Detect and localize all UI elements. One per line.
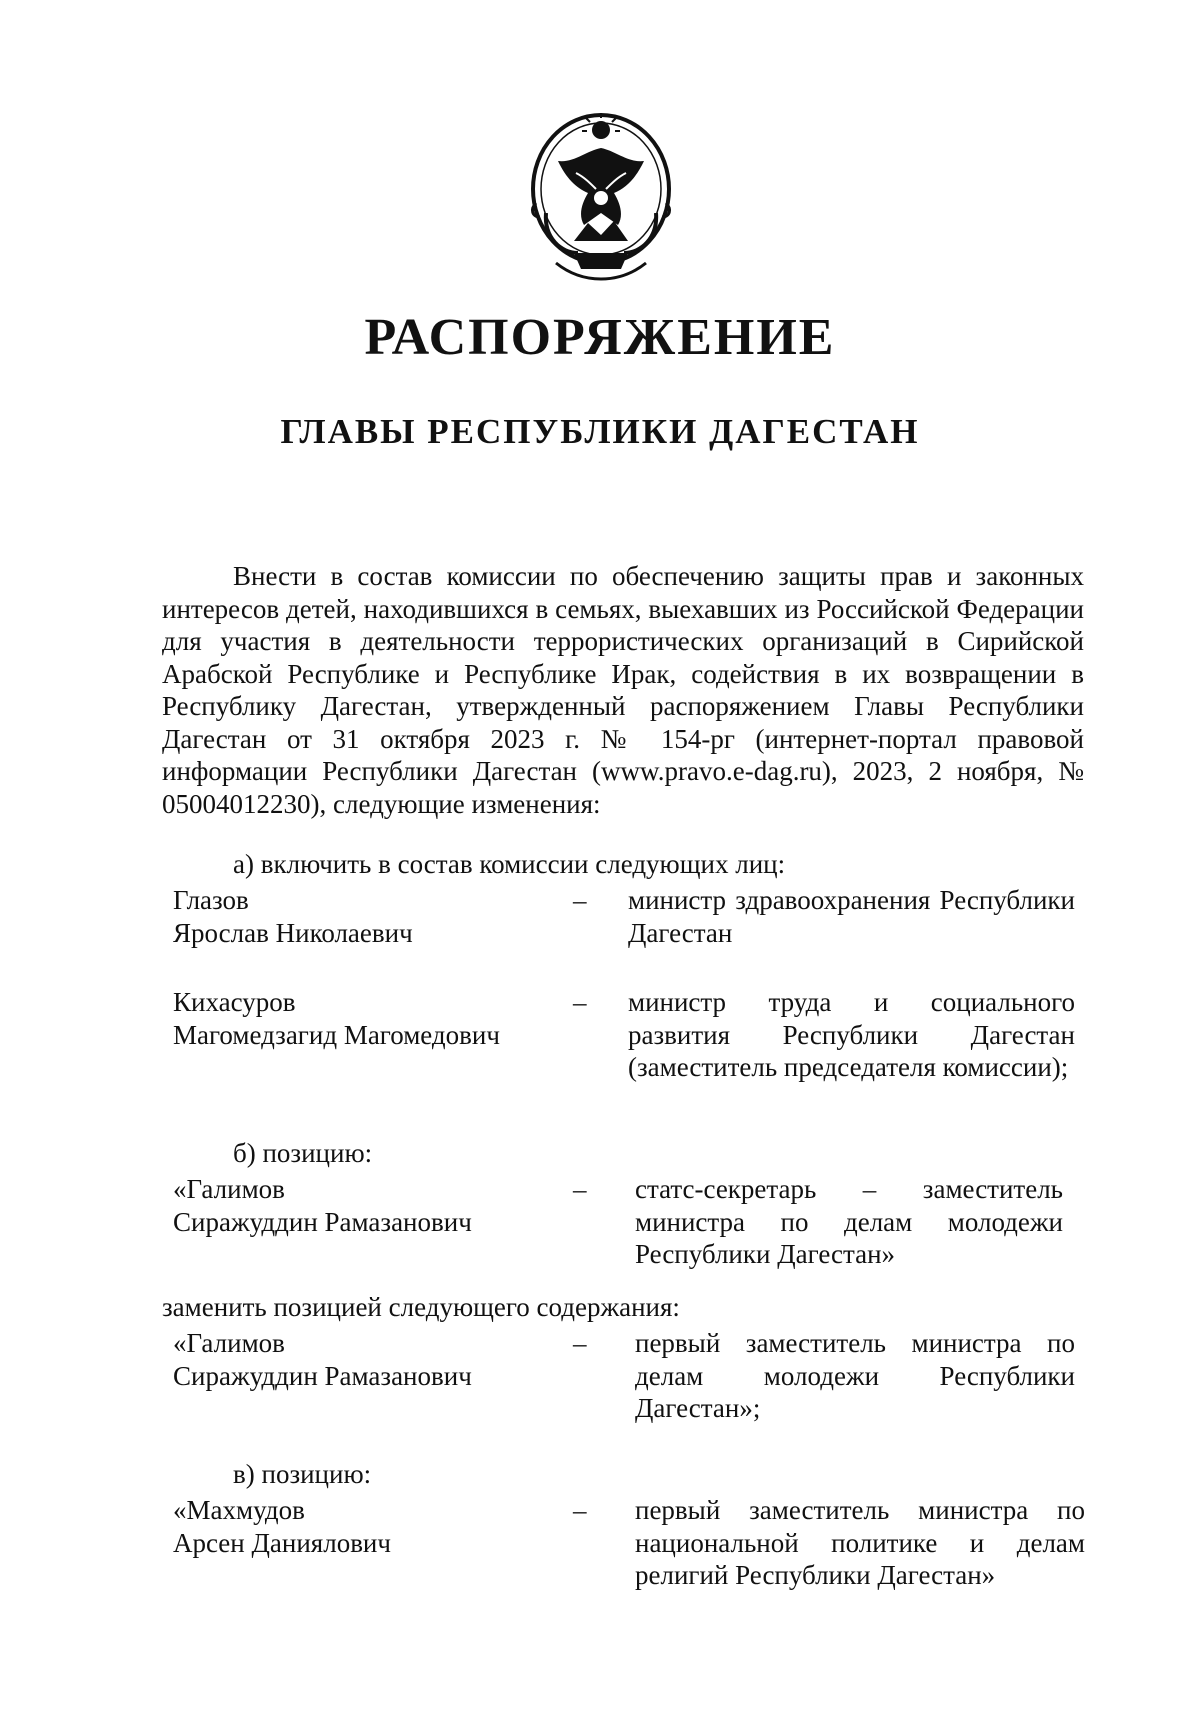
dash: –: [573, 1495, 587, 1525]
member-name: «Галимов Сиражуддин Рамазанович: [173, 1328, 472, 1391]
member-row: [173, 1173, 1063, 1273]
member-row: [173, 1494, 1085, 1594]
member-row: [173, 1327, 1075, 1427]
dash: –: [573, 1328, 587, 1358]
member-role: первый заместитель министра по делам молодежи Республики Дагестан»;: [635, 1328, 1075, 1423]
item-v-text: в) позицию:: [233, 1459, 372, 1489]
item-a-text: а) включить в состав комиссии следующих лиц:: [233, 849, 786, 879]
member-name: «Галимов Сиражуддин Рамазанович: [173, 1174, 472, 1237]
member-role: первый заместитель министра по национальной политике и делам религий Республики Дагестан»: [635, 1495, 1085, 1590]
member-role: министр труда и социального развития Республики Дагестан (заместитель председателя комиссии);: [628, 987, 1075, 1082]
member-name: Кихасуров Магомедзагид Магомедович: [173, 987, 500, 1050]
document-title: РАСПОРЯЖЕНИЕ: [364, 309, 836, 366]
item-b-text: б) позицию:: [233, 1138, 373, 1168]
member-role: статс-секретарь – заместитель министра по делам молодежи Республики Дагестан»: [635, 1174, 1063, 1269]
document-subtitle: ГЛАВЫ РЕСПУБЛИКИ ДАГЕСТАН: [280, 412, 920, 451]
member-row: [173, 884, 1075, 954]
member-name: «Махмудов Арсен Даниялович: [173, 1495, 391, 1558]
member-name: Глазов Ярослав Николаевич: [173, 885, 413, 948]
dash: –: [573, 1174, 587, 1204]
intro-paragraph: Внести в состав комиссии по обеспечению защиты прав и законных интересов детей, находившихся в семьях, выехавших из Российской Федерации для участия в деятельности террористических организаций в Сирийской Арабской Республике и Республике Ирак, содействия в их возвращении в Республику Дагестан, утвержденный распоряжением Главы Республики Дагестан от 31 октября 2023 г. № 154-рг (интернет-портал правовой информации Республики Дагестан (www.pravo.e-dag.ru), 2023, 2 ноября, № 05004012230), следующие изменения:: [162, 561, 1084, 819]
dagestan-coat-of-arms-icon: [516, 103, 686, 283]
member-role: министр здравоохранения Республики Дагестан: [628, 885, 1075, 948]
dash: –: [573, 987, 587, 1017]
replace-with-text: заменить позицией следующего содержания:: [162, 1292, 680, 1322]
dash: –: [573, 885, 587, 915]
member-row: [173, 986, 1075, 1120]
